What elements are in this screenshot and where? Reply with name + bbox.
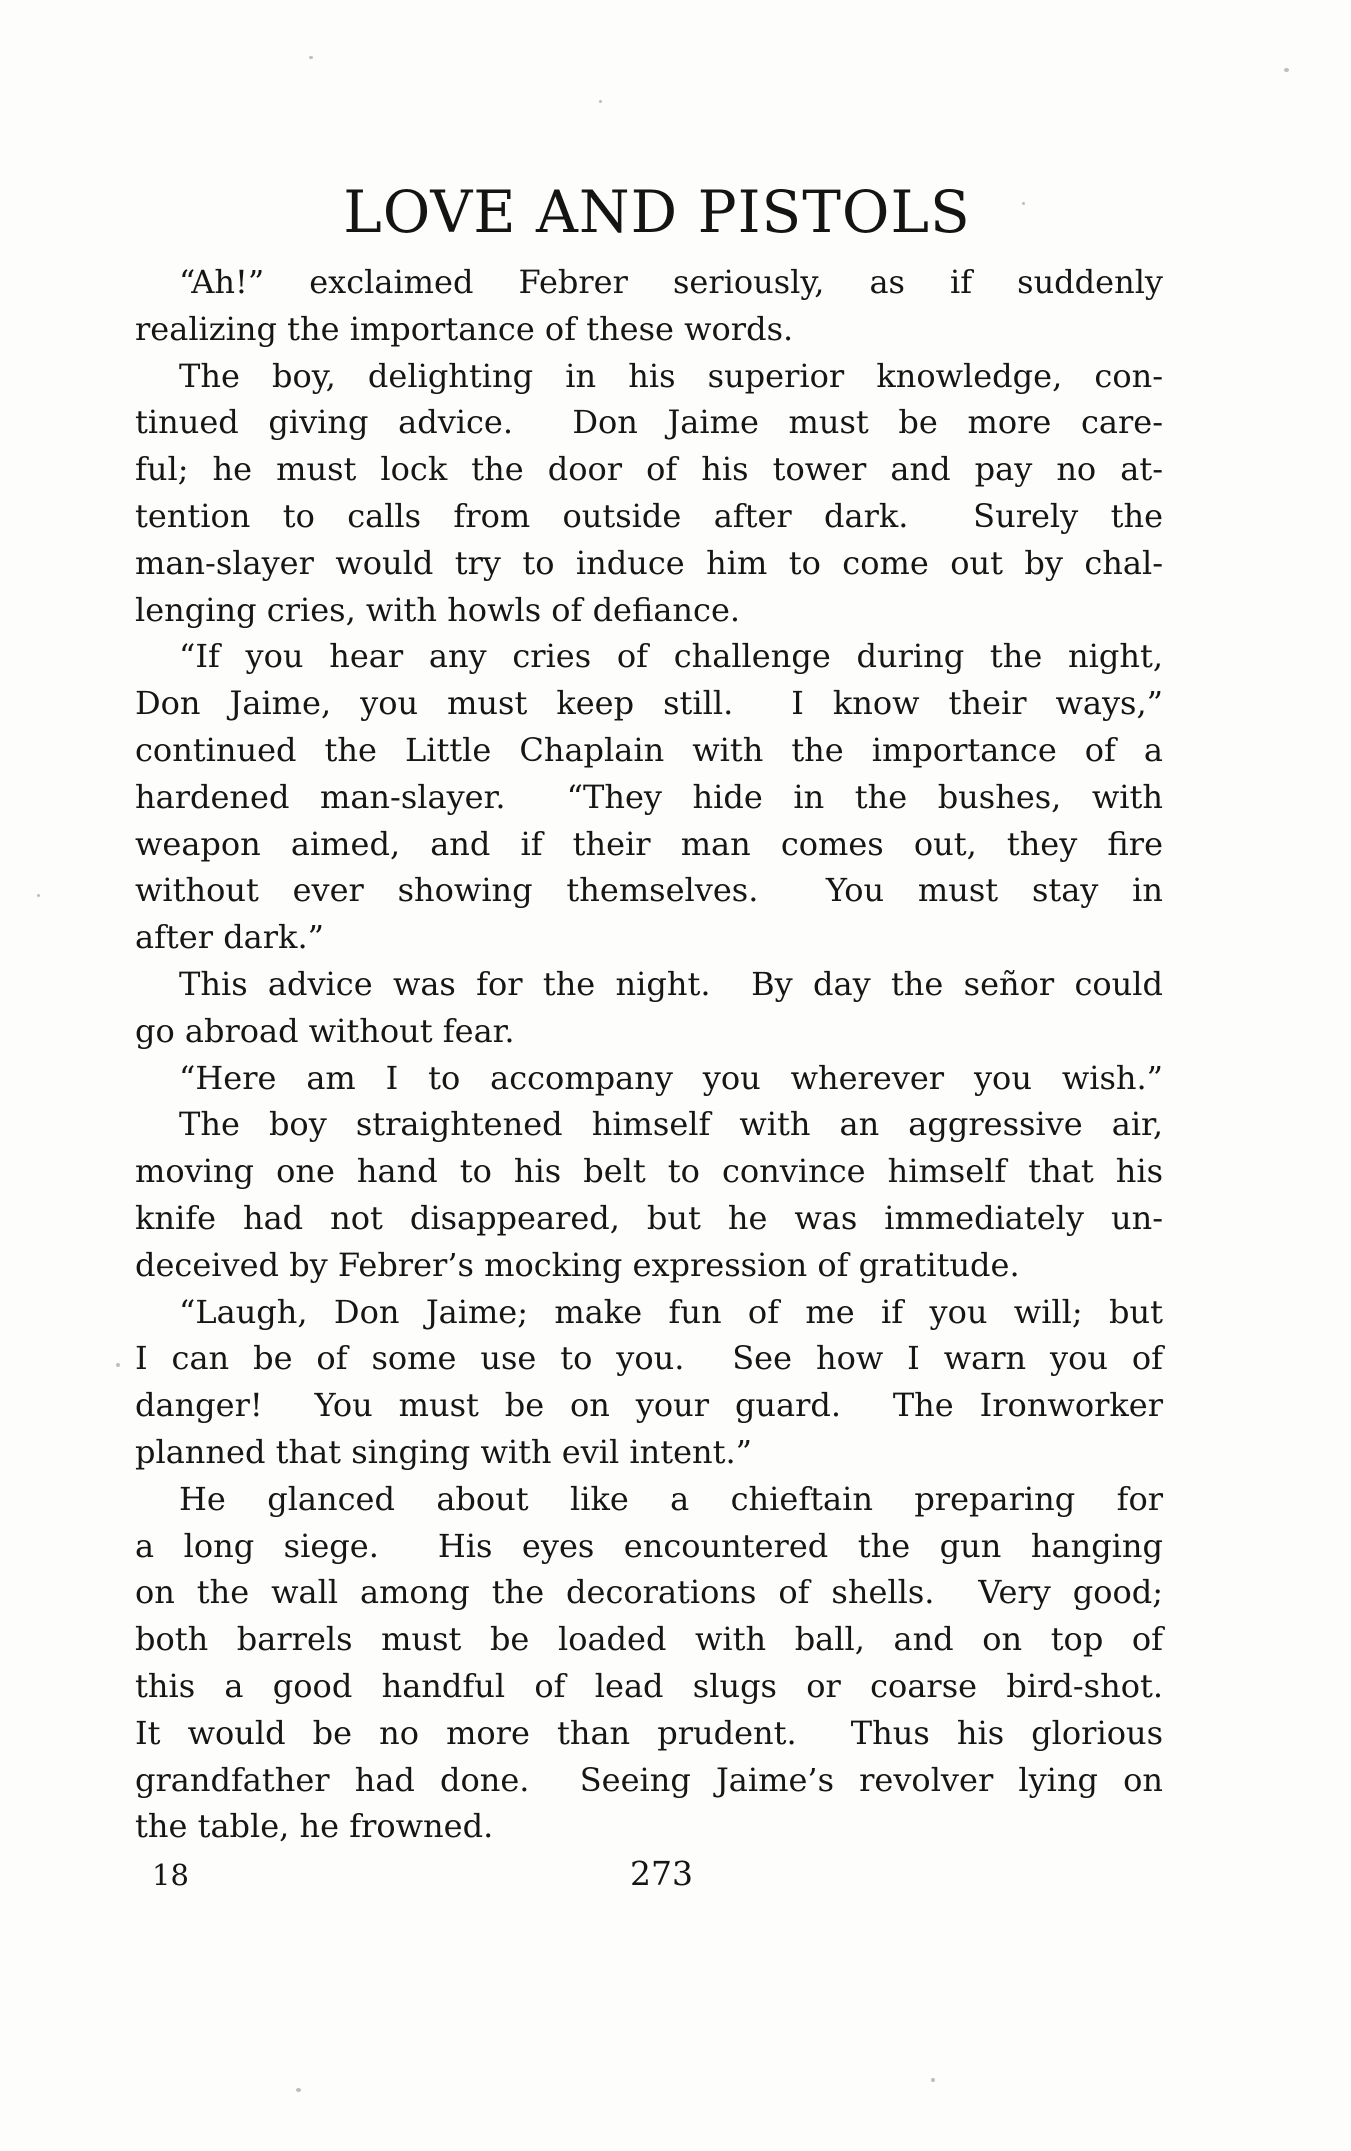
text-line: “Ah!” exclaimed Febrer seriously, as if suddenly [179,263,1163,301]
text-line: “If you hear any cries of challenge during the night, [179,637,1163,676]
text-line: Don Jaime, you must keep still. I know their ways,” [135,684,1163,723]
page-number: 273 [630,1854,693,1893]
scan-speckle [931,2078,935,2082]
text-line: grandfather had done. Seeing Jaime’s revolver lying on [135,1760,1163,1799]
text-line: a long siege. His eyes encountered the gun hanging [135,1526,1163,1565]
signature-number: 18 [152,1858,189,1892]
text-line: man-slayer would try to induce him to come out by chal- [135,543,1163,582]
scan-speckle [296,2088,301,2092]
scan-speckle [1022,202,1025,205]
text-line: after dark.” [135,918,324,957]
text-line: “Here am I to accompany you wherever you wish.” [179,1058,1163,1097]
text-line: without ever showing themselves. You must stay in [135,871,1163,910]
text-line: “Laugh, Don Jaime; make fun of me if you will; but [179,1292,1163,1331]
text-line: continued the Little Chaplain with the importance of a [135,730,1163,769]
text-line: go abroad without fear. [135,1011,515,1050]
text-line: The boy, delighting in his superior knowledge, con- [179,356,1163,395]
text-line: realizing the importance of these words. [135,309,794,348]
text-line: This advice was for the night. By day the señor could [179,964,1163,1003]
scan-speckle [37,894,40,897]
text-line: the table, he frowned. [135,1807,494,1846]
scan-speckle [1284,68,1289,72]
text-line: planned that singing with evil intent.” [135,1432,752,1471]
text-line: both barrels must be loaded with ball, and on top of [135,1620,1163,1659]
text-line: this a good handful of lead slugs or coarse bird-shot. [135,1666,1163,1705]
text-line: He glanced about like a chieftain preparing for [179,1479,1163,1518]
text-line: It would be no more than prudent. Thus his glorious [135,1713,1163,1752]
text-line: danger! You must be on your guard. The Ironworker [135,1386,1163,1425]
text-line: ful; he must lock the door of his tower and pay no at- [135,450,1163,489]
text-line: hardened man-slayer. “They hide in the bushes, with [135,777,1163,816]
text-line: lenging cries, with howls of defiance. [135,590,741,629]
page-title: LOVE AND PISTOLS [343,178,971,246]
text-line: deceived by Febrer’s mocking expression of gratitude. [135,1245,1020,1284]
scan-speckle [599,100,602,103]
text-line: on the wall among the decorations of shells. Very good; [135,1573,1163,1612]
text-line: knife had not disappeared, but he was immediately un- [135,1198,1163,1237]
scan-speckle [116,1363,120,1367]
text-line: weapon aimed, and if their man comes out, they fire [135,824,1163,863]
scan-speckle [309,56,313,59]
text-line: I can be of some use to you. See how I warn you of [135,1339,1163,1378]
page-text-block [135,259,1163,1850]
text-line: moving one hand to his belt to convince himself that his [135,1152,1163,1191]
text-line: tinued giving advice. Don Jaime must be more care- [135,403,1163,442]
text-line: The boy straightened himself with an aggressive air, [179,1105,1163,1144]
text-line: tention to calls from outside after dark. Surely the [135,496,1163,535]
